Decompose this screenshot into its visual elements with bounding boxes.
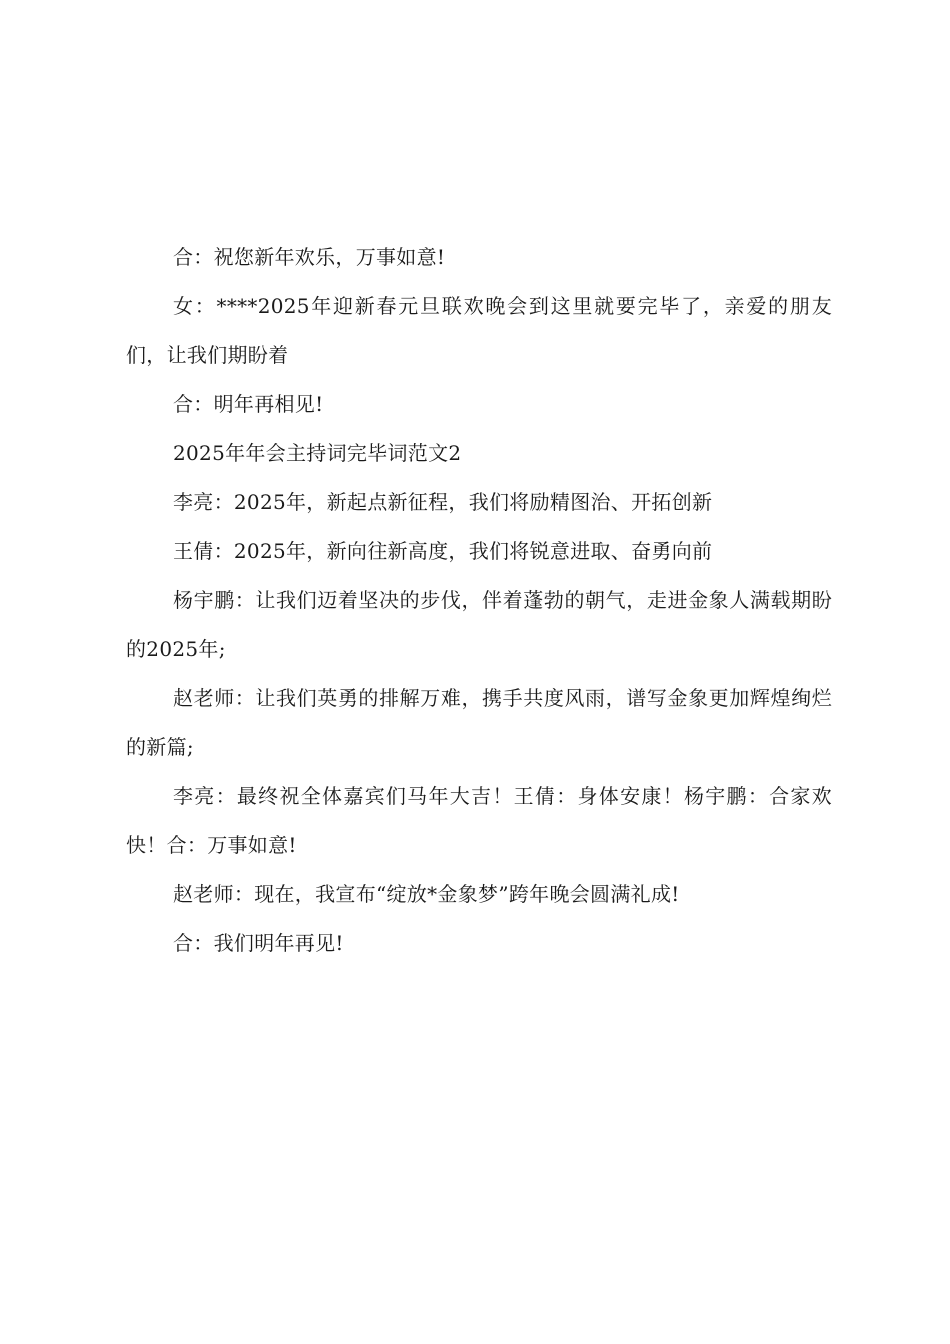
document-body [126,233,832,968]
paragraph: 杨宇鹏：让我们迈着坚决的步伐，伴着蓬勃的朝气，走进金象人满载期盼的2025年; [126,588,832,661]
paragraph: 赵老师：现在，我宣布“绽放*金象梦”跨年晚会圆满礼成! [173,882,680,906]
section-heading: 2025年年会主持词完毕词范文2 [173,441,462,465]
paragraph: 赵老师：让我们英勇的排解万难，携手共度风雨，谱写金象更加辉煌绚烂的新篇; [126,686,832,759]
paragraph: 合：祝您新年欢乐，万事如意! [173,245,446,269]
paragraph: 王倩：2025年，新向往新高度，我们将锐意进取、奋勇向前 [173,539,713,563]
paragraph: 李亮：2025年，新起点新征程，我们将励精图治、开拓创新 [173,490,713,514]
paragraph: 合：我们明年再见! [173,931,344,955]
paragraph: 女：****2025年迎新春元旦联欢晚会到这里就要完毕了，亲爱的朋友们，让我们期盼着 [126,294,832,367]
paragraph: 李亮：最终祝全体嘉宾们马年大吉！王倩：身体安康！杨宇鹏：合家欢快！合：万事如意! [126,784,832,857]
paragraph: 合：明年再相见! [173,392,324,416]
